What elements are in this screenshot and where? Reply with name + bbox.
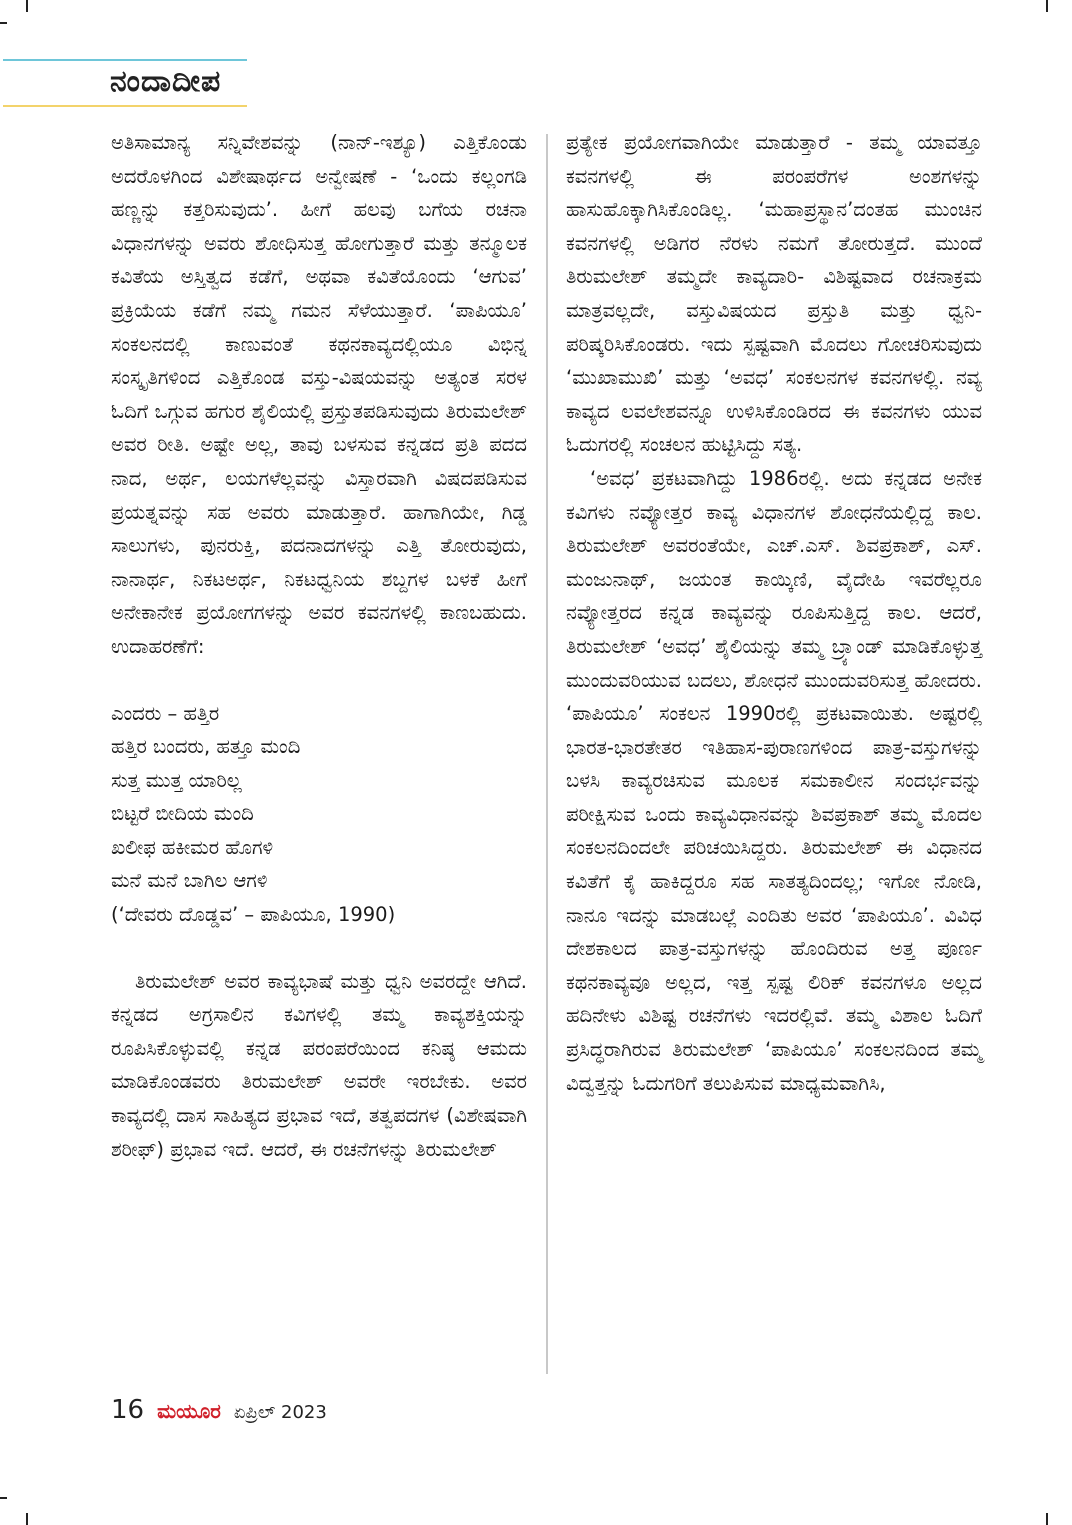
poem-line: ಖಲೀಫ ಹಕೀಮರ ಹೊಗಳಿ: [111, 835, 274, 859]
article-paragraph: ಪ್ರತ್ಯೇಕ ಪ್ರಯೋಗವಾಗಿಯೇ ಮಾಡುತ್ತಾರೆ - ತಮ್ಮ ಯಾವತ್ತೂ ಕವನಗಳಲ್ಲಿ ಈ ಪರಂಪರೆಗಳ ಅಂಶಗಳನ್ನು ಹಾಸುಹೊಕ್ಕಾಗಿಸಿಕೊಂಡಿಲ್ಲ. ‘ಮಹಾಪ್ರಸ್ಥಾನ’ದಂತಹ ಮುಂಚಿನ ಕವನಗಳಲ್ಲಿ ಅಡಿಗರ ನೆರಳು ನಮಗೆ ತೋರುತ್ತದೆ. ಮುಂದೆ ತಿರುಮಲೇಶ್ ತಮ್ಮದೇ ಕಾವ್ಯದಾರಿ- ವಿಶಿಷ್ಟವಾದ ರಚನಾಕ್ರಮ ಮಾತ್ರವಲ್ಲದೇ, ವಸ್ತುವಿಷಯದ ಪ್ರಸ್ತುತಿ ಮತ್ತು ಧ್ವನಿ- ಪರಿಷ್ಕರಿಸಿಕೊಂಡರು. ಇದು ಸ್ಪಷ್ಟವಾಗಿ ಮೊದಲು ಗೋಚರಿಸುವುದು ‘ಮುಖಾಮುಖಿ’ ಮತ್ತು ‘ಅವಧ’ ಸಂಕಲನಗಳ ಕವನಗಳಲ್ಲಿ. ನವ್ಯ ಕಾವ್ಯದ ಲವಲೇಶವನ್ನೂ ಉಳಿಸಿಕೊಂಡಿರದ ಈ ಕವನಗಳು ಯುವ ಓದುಗರಲ್ಲಿ ಸಂಚಲನ ಹುಟ್ಟಿಸಿದ್ದು ಸತ್ಯ.: [566, 131, 982, 457]
magazine-logo: ಮಯೂರ: [157, 1399, 221, 1423]
poem-quote: [111, 697, 527, 932]
article-paragraph: ‘ಅವಧ’ ಪ್ರಕಟವಾಗಿದ್ದು 1986ರಲ್ಲಿ. ಅದು ಕನ್ನಡದ ಅನೇಕ ಕವಿಗಳು ನವ್ಯೋತ್ತರ ಕಾವ್ಯ ವಿಧಾನಗಳ ಶೋಧನೆಯಲ್ಲಿದ್ದ ಕಾಲ. ತಿರುಮಲೇಶ್ ಅವರಂತೆಯೇ, ಎಚ್.ಎಸ್. ಶಿವಪ್ರಕಾಶ್, ಎಸ್. ಮಂಜುನಾಥ್, ಜಯಂತ ಕಾಯ್ಕಿಣಿ, ವೈದೇಹಿ ಇವರೆಲ್ಲರೂ ನವ್ಯೋತ್ತರದ ಕನ್ನಡ ಕಾವ್ಯವನ್ನು ರೂಪಿಸುತ್ತಿದ್ದ ಕಾಲ. ಆದರೆ, ತಿರುಮಲೇಶ್ ‘ಅವಧ’ ಶೈಲಿಯನ್ನು ತಮ್ಮ ಬ್ರ್ಯಾಂಡ್ ಮಾಡಿಕೊಳ್ಳುತ್ತ ಮುಂದುವರಿಯುವ ಬದಲು, ಶೋಧನೆ ಮುಂದುವರಿಸುತ್ತ ಹೋದರು. ‘ಪಾಪಿಯೂ’ ಸಂಕಲನ 1990ರಲ್ಲಿ ಪ್ರಕಟವಾಯಿತು. ಅಷ್ಟರಲ್ಲಿ ಭಾರತ-ಭಾರತೇತರ ಇತಿಹಾಸ-ಪುರಾಣಗಳಿಂದ ಪಾತ್ರ-ವಸ್ತುಗಳನ್ನು ಬಳಸಿ ಕಾವ್ಯರಚಿಸುವ ಮೂಲಕ ಸಮಕಾಲೀನ ಸಂದರ್ಭವನ್ನು ಪರೀಕ್ಷಿಸುವ ಒಂದು ಕಾವ್ಯವಿಧಾನವನ್ನು ಶಿವಪ್ರಕಾಶ್ ತಮ್ಮ ಮೊದಲ ಸಂಕಲನದಿಂದಲೇ ಪರಿಚಯಿಸಿದ್ದರು. ತಿರುಮಲೇಶ್ ಈ ವಿಧಾನದ ಕವಿತೆಗೆ ಕೈ ಹಾಕಿದ್ದರೂ ಸಹ ಸಾತತ್ಯದಿಂದಲ್ಲ; ಇಗೋ ನೋಡಿ, ನಾನೂ ಇದನ್ನು ಮಾಡಬಲ್ಲೆ ಎಂದಿತು ಅವರ ‘ಪಾಪಿಯೂ’. ವಿವಿಧ ದೇಶಕಾಲದ ಪಾತ್ರ-ವಸ್ತುಗಳನ್ನು ಹೊಂದಿರುವ ಅತ್ತ ಪೂರ್ಣ ಕಥನಕಾವ್ಯವೂ ಅಲ್ಲದ, ಇತ್ತ ಸ್ಪಷ್ಟ ಲಿರಿಕ್ ಕವನಗಳೂ ಅಲ್ಲದ ಹದಿನೇಳು ವಿಶಿಷ್ಟ ರಚನೆಗಳು ಇದರಲ್ಲಿವೆ. ತಮ್ಮ ವಿಶಾಲ ಓದಿಗೆ ಪ್ರಸಿದ್ಧರಾಗಿರುವ ತಿರುಮಲೇಶ್ ‘ಪಾಪಿಯೂ’ ಸಂಕಲನದಿಂದ ತಮ್ಮ ವಿದ್ವತ್ತನ್ನು ಓದುಗರಿಗೆ ತಲುಪಿಸುವ ಮಾಧ್ಯಮವಾಗಿಸಿ,: [566, 466, 982, 1095]
issue-date: ಏಪ್ರಿಲ್ 2023: [233, 1402, 327, 1423]
crop-mark: [0, 22, 7, 24]
page-footer: [111, 1395, 327, 1425]
poem-line: ಹತ್ತಿರ ಬಂದರು, ಹತ್ತೂ ಮಂದಿ: [111, 735, 301, 759]
poem-citation: (‘ದೇವರು ದೊಡ್ಡವ’ – ಪಾಪಿಯೂ, 1990): [111, 903, 396, 927]
crop-mark: [1046, 0, 1048, 12]
article-paragraph: ಅತಿಸಾಮಾನ್ಯ ಸನ್ನಿವೇಶವನ್ನು (ನಾನ್-ಇಶ್ಯೂ) ಎತ್ತಿಕೊಂಡು ಅದರೊಳಗಿಂದ ವಿಶೇಷಾರ್ಥದ ಅನ್ವೇಷಣೆ - ‘ಒಂದು ಕಲ್ಲಂಗಡಿ ಹಣ್ಣನ್ನು ಕತ್ತರಿಸುವುದು’. ಹೀಗೆ ಹಲವು ಬಗೆಯ ರಚನಾ ವಿಧಾನಗಳನ್ನು ಅವರು ಶೋಧಿಸುತ್ತ ಹೋಗುತ್ತಾರೆ ಮತ್ತು ತನ್ಮೂಲಕ ಕವಿತೆಯ ಅಸ್ತಿತ್ವದ ಕಡೆಗೆ, ಅಥವಾ ಕವಿತೆಯೊಂದು ‘ಆಗುವ’ ಪ್ರಕ್ರಿಯೆಯ ಕಡೆಗೆ ನಮ್ಮ ಗಮನ ಸೆಳೆಯುತ್ತಾರೆ. ‘ಪಾಪಿಯೂ’ ಸಂಕಲನದಲ್ಲಿ ಕಾಣುವಂತೆ ಕಥನಕಾವ್ಯದಲ್ಲಿಯೂ ವಿಭಿನ್ನ ಸಂಸ್ಕೃತಿಗಳಿಂದ ಎತ್ತಿಕೊಂಡ ವಸ್ತು-ವಿಷಯವನ್ನು ಅತ್ಯಂತ ಸರಳ ಓದಿಗೆ ಒಗ್ಗುವ ಹಗುರ ಶೈಲಿಯಲ್ಲಿ ಪ್ರಸ್ತುತಪಡಿಸುವುದು ತಿರುಮಲೇಶ್ ಅವರ ರೀತಿ. ಅಷ್ಟೇ ಅಲ್ಲ, ತಾವು ಬಳಸುವ ಕನ್ನಡದ ಪ್ರತಿ ಪದದ ನಾದ, ಅರ್ಥ, ಲಯಗಳೆಲ್ಲವನ್ನು ವಿಸ್ತಾರವಾಗಿ ವಿಷದಪಡಿಸುವ ಪ್ರಯತ್ನವನ್ನು ಸಹ ಅವರು ಮಾಡುತ್ತಾರೆ. ಹಾಗಾಗಿಯೇ, ಗಿಡ್ಡ ಸಾಲುಗಳು, ಪುನರುಕ್ತಿ, ಪದನಾದಗಳನ್ನು ಎತ್ತಿ ತೋರುವುದು, ನಾನಾರ್ಥ, ನಿಕಟಅರ್ಥ, ನಿಕಟಧ್ವನಿಯ ಶಬ್ದಗಳ ಬಳಕೆ ಹೀಗೆ ಅನೇಕಾನೇಕ ಪ್ರಯೋಗಗಳನ್ನು ಅವರ ಕವನಗಳಲ್ಲಿ ಕಾಣಬಹುದು. ಉದಾಹರಣೆಗೆ:: [111, 131, 527, 658]
header-rule-bottom: [3, 105, 247, 107]
section-title: ನಂದಾದೀಪ: [110, 64, 222, 99]
poem-line: ಸುತ್ತ ಮುತ್ತ ಯಾರಿಲ್ಲ: [111, 768, 242, 792]
article-column-right: [566, 126, 982, 1100]
article-column-left: [111, 126, 527, 1166]
poem-line: ಮನೆ ಮನೆ ಬಾಗಿಲ ಆಗಳಿ: [111, 869, 268, 893]
crop-mark: [0, 1497, 7, 1499]
column-divider: [546, 134, 548, 1374]
poem-line: ಎಂದರು – ಹತ್ತಿರ: [111, 701, 220, 725]
poem-line: ಬಿಟ್ಟರೆ ಬೀದಿಯ ಮಂದಿ: [111, 802, 254, 826]
page-number: 16: [111, 1395, 145, 1425]
crop-mark: [26, 0, 28, 12]
article-paragraph: ತಿರುಮಲೇಶ್ ಅವರ ಕಾವ್ಯಭಾಷೆ ಮತ್ತು ಧ್ವನಿ ಅವರದ್ದೇ ಆಗಿದೆ. ಕನ್ನಡದ ಅಗ್ರಸಾಲಿನ ಕವಿಗಳಲ್ಲಿ ತಮ್ಮ ಕಾವ್ಯಶಕ್ತಿಯನ್ನು ರೂಪಿಸಿಕೊಳ್ಳುವಲ್ಲಿ ಕನ್ನಡ ಪರಂಪರೆಯಿಂದ ಕನಿಷ್ಠ ಆಮದು ಮಾಡಿಕೊಂಡವರು ತಿರುಮಲೇಶ್ ಅವರೇ ಇರಬೇಕು. ಅವರ ಕಾವ್ಯದಲ್ಲಿ ದಾಸ ಸಾಹಿತ್ಯದ ಪ್ರಭಾವ ಇದೆ, ತತ್ವಪದಗಳ (ವಿಶೇಷವಾಗಿ ಶರೀಫ್) ಪ್ರಭಾವ ಇದೆ. ಆದರೆ, ಈ ರಚನೆಗಳನ್ನು ತಿರುಮಲೇಶ್: [111, 969, 527, 1161]
crop-mark: [1046, 1513, 1048, 1525]
crop-mark: [26, 1513, 28, 1525]
header-rule-top: [3, 59, 247, 61]
